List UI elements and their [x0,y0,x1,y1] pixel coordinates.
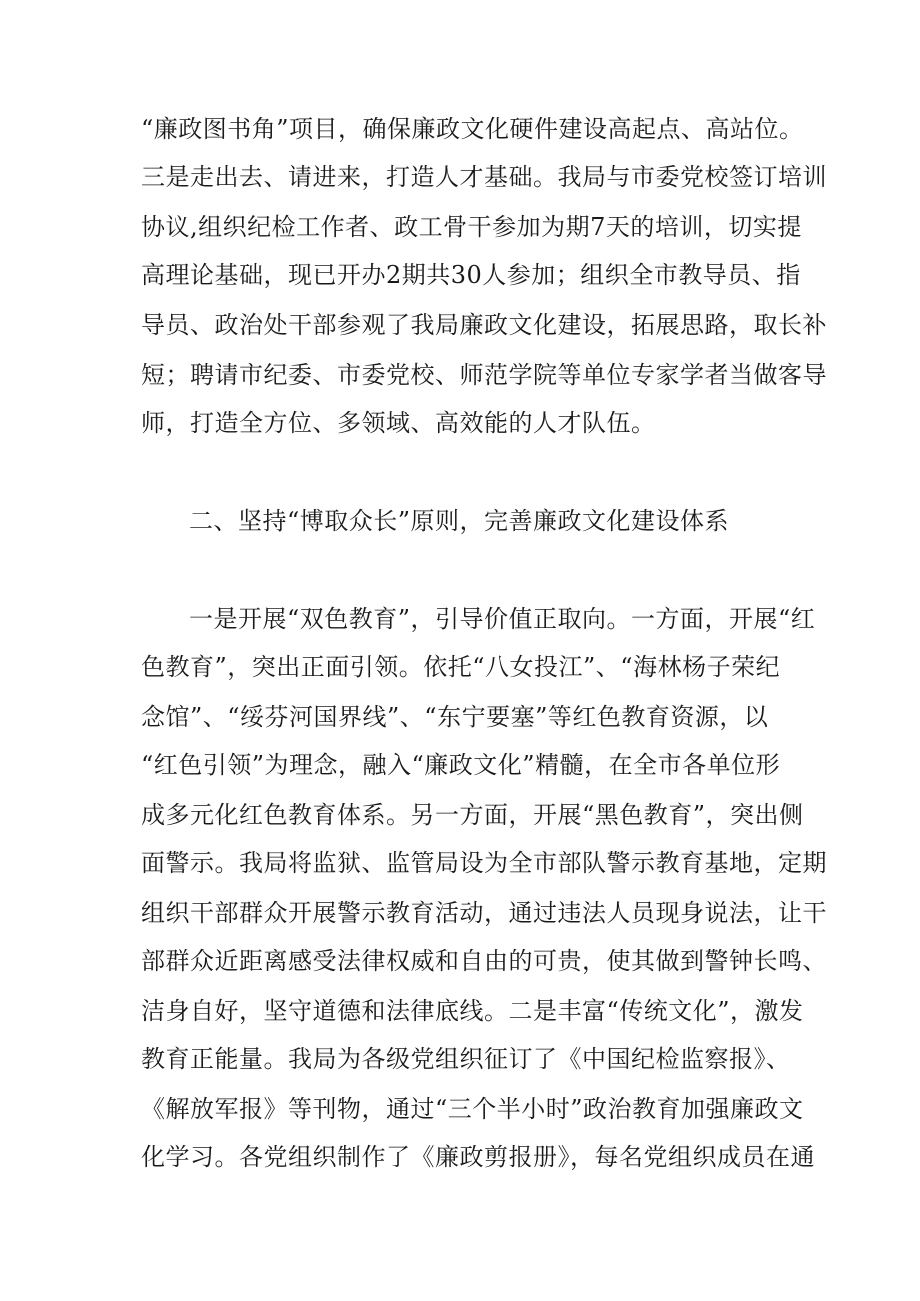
text-line: 化学习。各党组织制作了《廉政剪报册》，每名党组织成员在通 [141,1143,815,1171]
text-line: 组织干部群众开展警示教育活动，通过违法人员现身说法，让干 [141,899,827,927]
text-line: 成多元化红色教育体系。另一方面，开展“黑色教育”，突出侧 [141,801,804,829]
text-line: 教育正能量。我局为各级党组织征订了《中国纪检监察报》、 [141,1045,791,1073]
text-line: 《解放军报》等刊物，通过“三个半小时”政治教育加强廉政文 [141,1095,804,1123]
section-heading: 二、坚持“博取众长”原则，完善廉政文化建设体系 [189,507,730,535]
text-line: 部群众近距离感受法律权威和自由的可贵，使其做到警钟长鸣、 [141,947,827,975]
text-line: 高理论基础，现已开办2期共30人参加；组织全市教导员、指 [141,261,801,289]
text-line: 协议,组织纪检工作者、政工骨干参加为期7天的培训，切实提 [141,213,802,241]
text-line: 色教育”，突出正面引领。依托“八女投江”、“海林杨子荣纪 [141,653,781,681]
text-line: 短；聘请市纪委、市委党校、师范学院等单位专家学者当做客导 [141,361,827,389]
text-line: 洁身自好，坚守道德和法律底线。二是丰富“传统文化”，激发 [141,997,804,1025]
text-line: “廉政图书角”项目，确保廉政文化硬件建设高起点、高站位。 [141,115,804,143]
text-line: 面警示。我局将监狱、监管局设为全市部队警示教育基地，定期 [141,849,827,877]
text-line: 导员、政治处干部参观了我局廉政文化建设，拓展思路，取长补 [141,311,827,339]
text-line: “红色引领”为理念，融入“廉政文化”精髓，在全市各单位形 [141,751,781,779]
text-line: 三是走出去、请进来，打造人才基础。我局与市委党校签订培训 [141,163,827,191]
text-line: 念馆”、“绥芬河国界线”、“东宁要塞”等红色教育资源，以 [141,703,769,731]
text-line: 师，打造全方位、多领域、高效能的人才队伍。 [141,409,656,437]
text-line: 一是开展“双色教育”，引导价值正取向。一方面，开展“红 [189,605,816,633]
